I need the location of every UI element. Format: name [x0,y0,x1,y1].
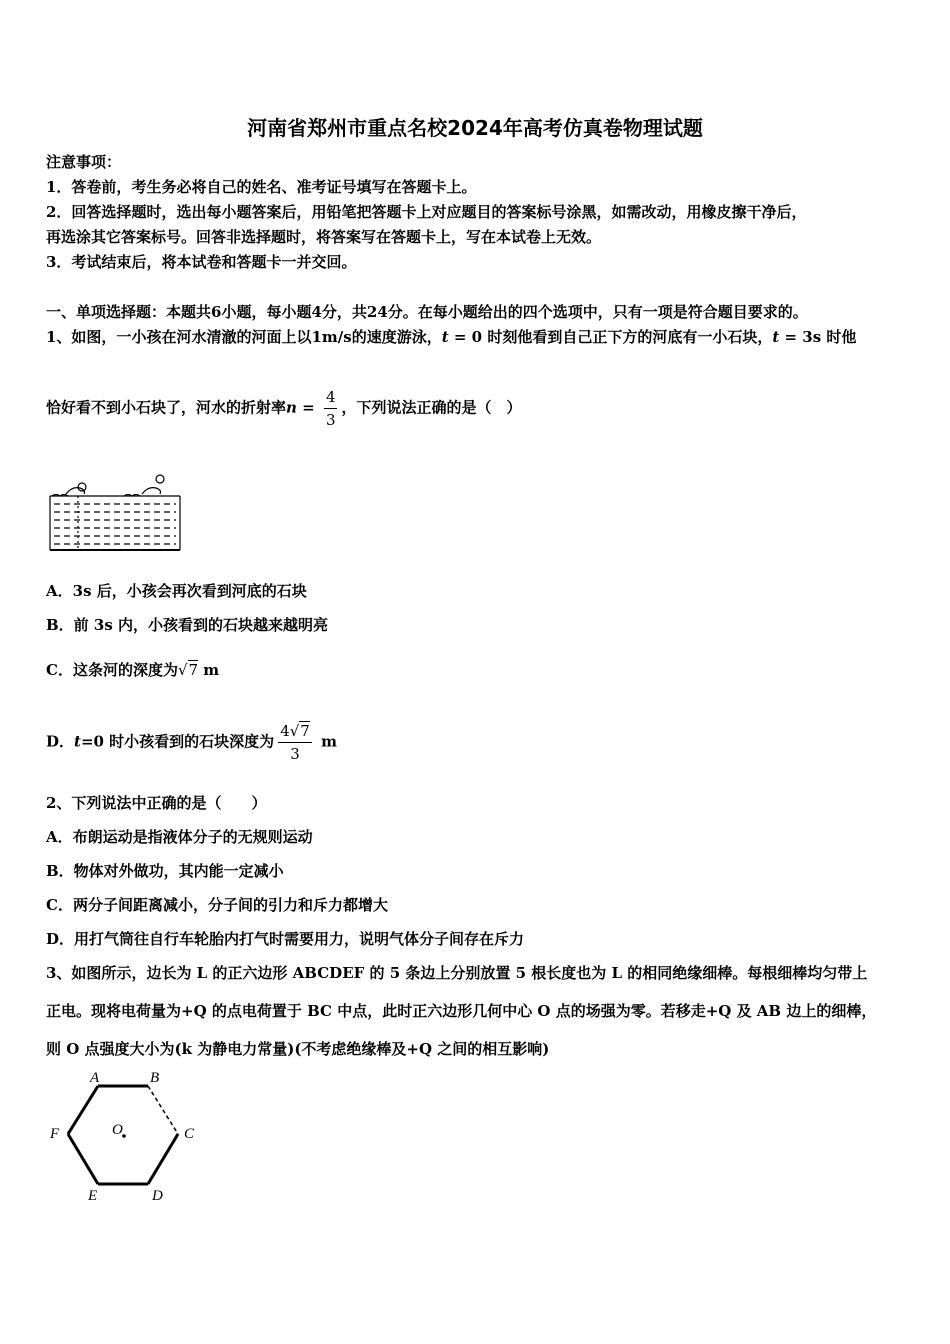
q1-text-d: = 3s 时他 [779,328,857,346]
vertex-label-f: F [50,1126,60,1142]
depth-fraction [278,720,312,765]
unit-meter: m [315,732,337,751]
notice-item-2: 2．回答选择题时，选出每小题答案后，用铅笔把答题卡上对应题目的答案标号涂黑，如需改动，用橡皮擦干净后， [46,203,807,221]
fraction-denominator: 3 [324,408,338,431]
fraction-numerator [278,720,312,742]
notice-item-3: 3．考试结束后，将本试卷和答题卡一并交回。 [46,253,357,271]
q1-t-symbol-2: t [772,328,780,346]
q1-text-f: ，下列说法正确的是（ ） [341,398,522,417]
sqrt-radicand: 7 [300,722,310,740]
q1-option-d-t: t [74,732,81,751]
q3-stem-line1: 3、如图所示，边长为 L 的正六边形 ABCDEF 的 5 条边上分别放置 5 根长度也为 L 的相同绝缘细棒。每根细棒均匀带上 [46,964,868,982]
q1-stem-line1 [46,327,856,347]
unit-meter: m [198,661,220,679]
q1-option-b: B．前 3s 内，小孩看到的石块越来越明亮 [46,616,329,634]
q1-option-c-text: C．这条河的深度为 [46,661,178,679]
sqrt-radicand: 7 [188,661,199,679]
q1-text-b: 的速度游泳， [351,328,442,346]
q2-option-d: D．用打气筒往自行车轮胎内打气时需要用力，说明气体分子间存在斥力 [46,930,525,948]
section-heading: 一、单项选择题：本题共6小题，每小题4分，共24分。在每小题给出的四个选项中，只有一项是符合题目要求的。 [46,303,808,321]
vertex-label-b: B [150,1070,160,1086]
q1-option-c [46,660,219,680]
q3-stem-line2: 正电。现将电荷量为+Q 的点电荷置于 BC 中点，此时正六边形几何中心 O 点的场强为零。若移走+Q 及 AB 边上的细棒， [46,1002,877,1020]
notice-item-2-cont: 再选涂其它答案标号。回答非选择题时，将答案写在答题卡上，写在本试卷上无效。 [46,228,602,246]
q1-option-d-label: D． [46,732,75,751]
center-label-o: O [112,1122,123,1138]
q2-option-a: A．布朗运动是指液体分子的无规则运动 [46,828,313,846]
vertex-label-d: D [152,1188,163,1204]
q1-t-symbol: t [441,328,449,346]
q1-option-d [46,720,337,765]
q1-text-e: 恰好看不到小石块了，河水的折射率 [46,398,287,417]
vertex-label-c: C [184,1126,195,1142]
vertex-label-a: A [90,1070,100,1086]
q2-stem: 2、下列说法中正确的是（ ） [46,794,267,812]
q2-option-c: C．两分子间距离减小，分子间的引力和斥力都增大 [46,896,388,914]
q1-text-c: = 0 时刻他看到自己正下方的河底有一小石块， [448,328,773,346]
fraction-denominator: 3 [278,742,312,765]
vertex-label-e: E [88,1188,98,1204]
fraction-numerator: 4 [325,388,336,406]
refraction-index-fraction [324,386,338,431]
sqrt-expression: √7 [177,661,199,679]
coef: 4 [280,722,290,740]
q1-eq: = [296,398,320,417]
q2-option-b: B．物体对外做功，其内能一定减小 [46,862,284,880]
hexagon-figure [46,1068,216,1204]
q1-option-a: A．3s 后，小孩会再次看到河底的石块 [46,582,307,600]
notice-item-1: 1．答卷前，考生务必将自己的姓名、准考证号填写在答题卡上。 [46,178,477,196]
q1-text-a: 1、如图，一小孩在河水清澈的河面上以 [46,328,312,346]
river-swimmer-figure [46,470,186,554]
page-title: 河南省郑州市重点名校2024年高考仿真卷物理试题 [247,116,703,140]
notice-heading: 注意事项： [46,153,122,171]
q1-option-d-text: =0 时小孩看到的石块深度为 [80,732,275,751]
q3-stem-line3: 则 O 点强度大小为(k 为静电力常量)(不考虑绝缘棒及+Q 之间的相互影响) [46,1040,550,1058]
q1-n-symbol: n [286,398,297,417]
sqrt-expression: √7 [289,722,310,740]
q1-stem-line2 [46,386,522,431]
q1-speed: 1m/s [311,328,352,346]
